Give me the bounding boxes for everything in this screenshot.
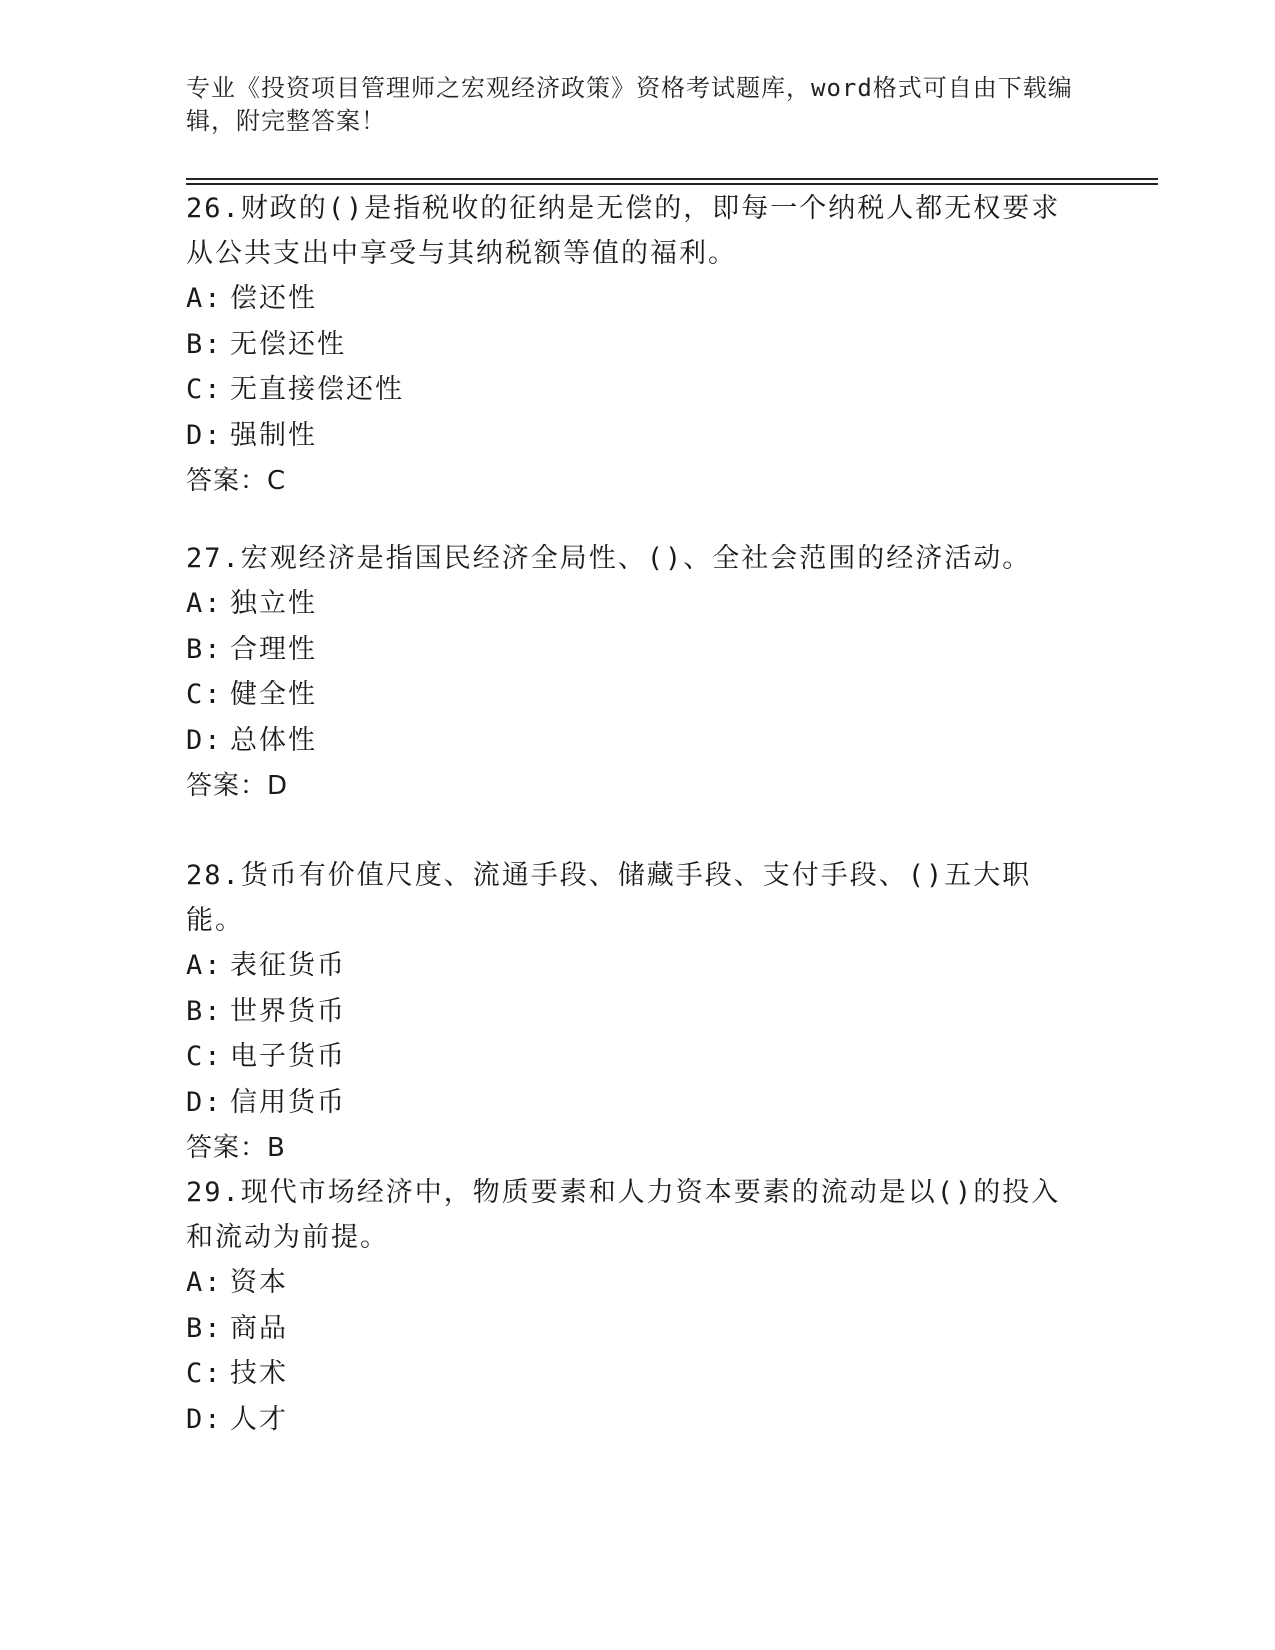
option-a: A: 独立性 (186, 588, 317, 619)
option-b: B: 无偿还性 (186, 328, 346, 360)
question-stem: 27.宏观经济是指国民经济全局性、()、全社会范围的经济活动。 (186, 543, 1032, 574)
option-a: A: 资本 (186, 1267, 288, 1298)
option-b: B: 世界货币 (186, 995, 346, 1027)
option-a: A: 偿还性 (186, 283, 317, 314)
option-c: C: 无直接偿还性 (186, 374, 404, 405)
option-d: D: 强制性 (186, 419, 317, 451)
question-29 (186, 1170, 1086, 1442)
option-b: B: 商品 (186, 1312, 288, 1344)
header-divider-top (186, 178, 1158, 180)
header-divider-bottom (186, 183, 1158, 185)
question-26 (186, 186, 1086, 504)
question-stem: 29.现代市场经济中，物质要素和人力资本要素的流动是以()的投入和流动为前提。 (186, 1177, 1061, 1253)
document-header: 专业《投资项目管理师之宏观经济政策》资格考试题库，word格式可自由下载编辑，附完整答案！ (186, 74, 1073, 135)
option-c: C: 电子货币 (186, 1041, 346, 1072)
option-c: C: 技术 (186, 1358, 288, 1389)
option-b: B: 合理性 (186, 633, 317, 665)
question-28 (186, 853, 1086, 1171)
option-a: A: 表征货币 (186, 950, 346, 981)
answer: 答案：D (186, 771, 289, 801)
question-stem: 28.货币有价值尺度、流通手段、储藏手段、支付手段、()五大职能。 (186, 860, 1032, 936)
option-d: D: 人才 (186, 1403, 288, 1435)
question-stem: 26.财政的()是指税收的征纳是无偿的，即每一个纳税人都无权要求从公共支出中享受与其纳税额等值的福利。 (186, 193, 1061, 269)
option-c: C: 健全性 (186, 679, 317, 710)
answer: 答案：C (186, 466, 287, 496)
option-d: D: 总体性 (186, 724, 317, 756)
option-d: D: 信用货币 (186, 1086, 346, 1118)
answer: 答案：B (186, 1133, 286, 1163)
question-27 (186, 536, 1086, 809)
